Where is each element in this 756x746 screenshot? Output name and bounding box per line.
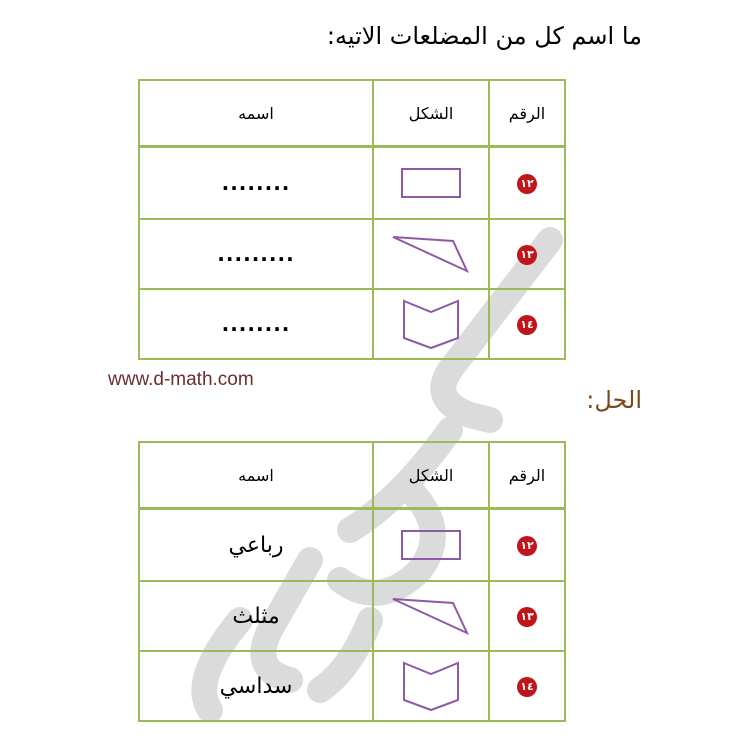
rectangle-icon xyxy=(400,167,462,199)
answer-title: الحل: xyxy=(586,386,642,414)
header-number: الرقم xyxy=(489,80,565,147)
row-number-badge: ١٢ xyxy=(517,174,537,194)
answer-table xyxy=(138,441,566,722)
answer-blank: ........ xyxy=(221,171,291,195)
hexagon-icon xyxy=(401,298,461,350)
website-link[interactable]: www.d-math.com xyxy=(108,369,254,390)
row-number-badge: ١٤ xyxy=(517,315,537,335)
rectangle-icon xyxy=(400,529,462,561)
table-row xyxy=(139,147,565,220)
question-table xyxy=(138,79,566,360)
table-row xyxy=(139,581,565,651)
question-title: ما اسم كل من المضلعات الاتيه: xyxy=(326,22,642,50)
header-shape: الشكل xyxy=(373,80,489,147)
header-name: اسمه xyxy=(139,80,373,147)
triangle-icon xyxy=(391,233,471,275)
answer-blank: ......... xyxy=(217,242,295,266)
row-number-badge: ١٣ xyxy=(517,607,537,627)
header-name: اسمه xyxy=(139,442,373,509)
table-row xyxy=(139,219,565,289)
polygon-name: سداسي xyxy=(219,673,293,699)
polygon-name: رباعي xyxy=(228,532,284,558)
row-number-badge: ١٢ xyxy=(517,536,537,556)
header-shape: الشكل xyxy=(373,442,489,509)
row-number-badge: ١٣ xyxy=(517,245,537,265)
hexagon-icon xyxy=(401,660,461,712)
header-number: الرقم xyxy=(489,442,565,509)
table-row xyxy=(139,509,565,582)
answer-blank: ........ xyxy=(221,312,291,336)
triangle-icon xyxy=(391,595,471,637)
row-number-badge: ١٤ xyxy=(517,677,537,697)
table-row xyxy=(139,651,565,721)
table-row xyxy=(139,289,565,359)
polygon-name: مثلث xyxy=(232,603,280,629)
